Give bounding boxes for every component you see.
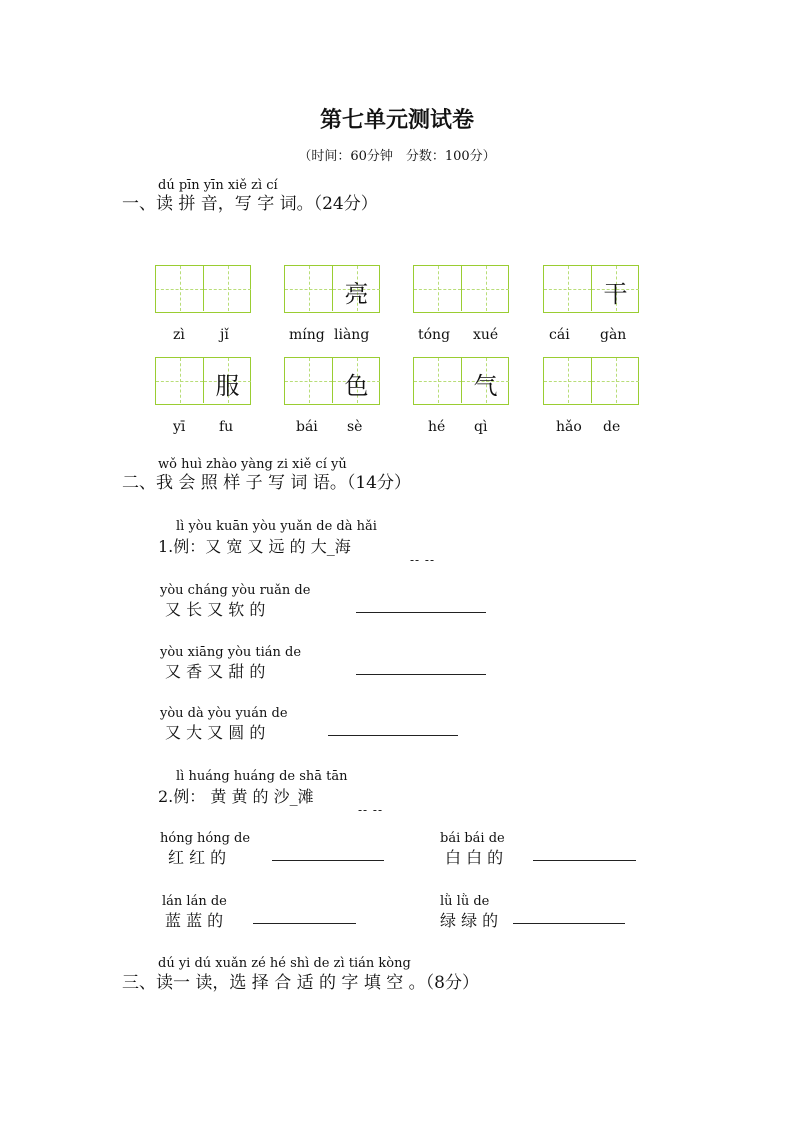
grid-cell[interactable] (544, 358, 592, 403)
tianzi-grid-2[interactable] (284, 265, 380, 313)
q2-item-text: 蓝 蓝 的 (165, 911, 224, 930)
grid-pinyin: fu (219, 419, 234, 435)
grid-cell[interactable] (414, 266, 462, 311)
q1-item-pinyin: yòu cháng yòu ruǎn de (160, 583, 311, 598)
grid-cell[interactable] (414, 358, 462, 403)
q2-item-text: 红 红 的 (168, 848, 227, 867)
answer-blank[interactable] (328, 735, 458, 736)
tianzi-grid-3[interactable] (413, 265, 509, 313)
example1-pinyin: lì yòu kuān yòu yuǎn de dà hǎi (176, 519, 377, 534)
answer-blank[interactable] (513, 923, 625, 924)
grid-pinyin: sè (347, 419, 363, 435)
grid-pinyin: jǐ (220, 327, 229, 343)
answer-blank[interactable] (356, 674, 486, 675)
answer-blank[interactable] (272, 860, 384, 861)
grid-cell[interactable]: 干 (592, 266, 639, 311)
section1-heading: 一、读 拼 音，写 字 词。（24分） (122, 194, 378, 214)
grid-cell[interactable] (285, 266, 333, 311)
grid-pinyin: gàn (600, 327, 627, 343)
grid-pinyin: yī (173, 419, 186, 435)
grid-pinyin: zì (173, 327, 185, 343)
section3-heading: 三、读一 读，选 择 合 适 的 字 填 空 。（8分） (122, 973, 479, 993)
tianzi-grid-5[interactable] (155, 357, 251, 405)
q2-item-pinyin: lǜ lǜ de (440, 894, 490, 909)
grid-cell[interactable] (462, 266, 509, 311)
example2-dash: -- -- (358, 803, 384, 817)
section2-pinyin: wǒ huì zhào yàng zi xiě cí yǔ (158, 457, 347, 472)
page-subtitle: （时间：60分钟 分数：100分） (298, 149, 496, 164)
grid-pinyin: xué (473, 327, 499, 343)
answer-blank[interactable] (253, 923, 356, 924)
grid-cell[interactable] (156, 266, 204, 311)
example1-dash: -- -- (410, 553, 436, 567)
section1-pinyin: dú pīn yīn xiě zì cí (158, 178, 278, 193)
section2-heading: 二、我 会 照 样 子 写 词 语。（14分） (122, 473, 411, 493)
grid-cell[interactable]: 色 (333, 358, 380, 403)
q1-item-text: 又 长 又 软 的 (165, 600, 266, 619)
grid-pinyin: míng (289, 327, 325, 343)
grid-pinyin: liàng (334, 327, 370, 343)
page-title: 第七单元测试卷 (319, 108, 474, 133)
q1-item-text: 又 大 又 圆 的 (165, 723, 266, 742)
q2-item-pinyin: bái bái de (440, 831, 505, 846)
grid-cell[interactable]: 气 (462, 358, 509, 403)
tianzi-grid-4[interactable] (543, 265, 639, 313)
tianzi-grid-6[interactable] (284, 357, 380, 405)
grid-cell[interactable] (592, 358, 639, 403)
grid-cell[interactable] (204, 266, 251, 311)
grid-pinyin: qì (474, 419, 488, 435)
example1-text: 1.例：又 宽 又 远 的 大_海 (158, 537, 351, 556)
q2-item-pinyin: lán lán de (162, 894, 227, 909)
section3-pinyin: dú yi dú xuǎn zé hé shì de zì tián kòng (158, 956, 411, 971)
grid-pinyin: cái (549, 327, 570, 343)
grid-cell[interactable] (544, 266, 592, 311)
q1-item-text: 又 香 又 甜 的 (165, 662, 266, 681)
answer-blank[interactable] (356, 612, 486, 613)
grid-pinyin: de (603, 419, 621, 435)
grid-cell[interactable]: 服 (204, 358, 251, 403)
q2-item-text: 白 白 的 (445, 848, 504, 867)
tianzi-grid-8[interactable] (543, 357, 639, 405)
grid-pinyin: hǎo (556, 419, 582, 435)
q1-item-pinyin: yòu dà yòu yuán de (160, 706, 288, 721)
grid-cell[interactable]: 亮 (333, 266, 380, 311)
q1-item-pinyin: yòu xiāng yòu tián de (160, 645, 302, 660)
grid-pinyin: tóng (418, 327, 451, 343)
answer-blank[interactable] (533, 860, 636, 861)
tianzi-grid-1[interactable] (155, 265, 251, 313)
grid-cell[interactable] (285, 358, 333, 403)
grid-pinyin: bái (296, 419, 318, 435)
q2-item-text: 绿 绿 的 (440, 911, 499, 930)
example2-pinyin: lì huáng huáng de shā tān (176, 769, 348, 784)
grid-cell[interactable] (156, 358, 204, 403)
q2-item-pinyin: hóng hóng de (160, 831, 251, 846)
example2-text: 2.例： 黄 黄 的 沙_滩 (158, 787, 314, 806)
grid-pinyin: hé (428, 419, 446, 435)
tianzi-grid-7[interactable] (413, 357, 509, 405)
